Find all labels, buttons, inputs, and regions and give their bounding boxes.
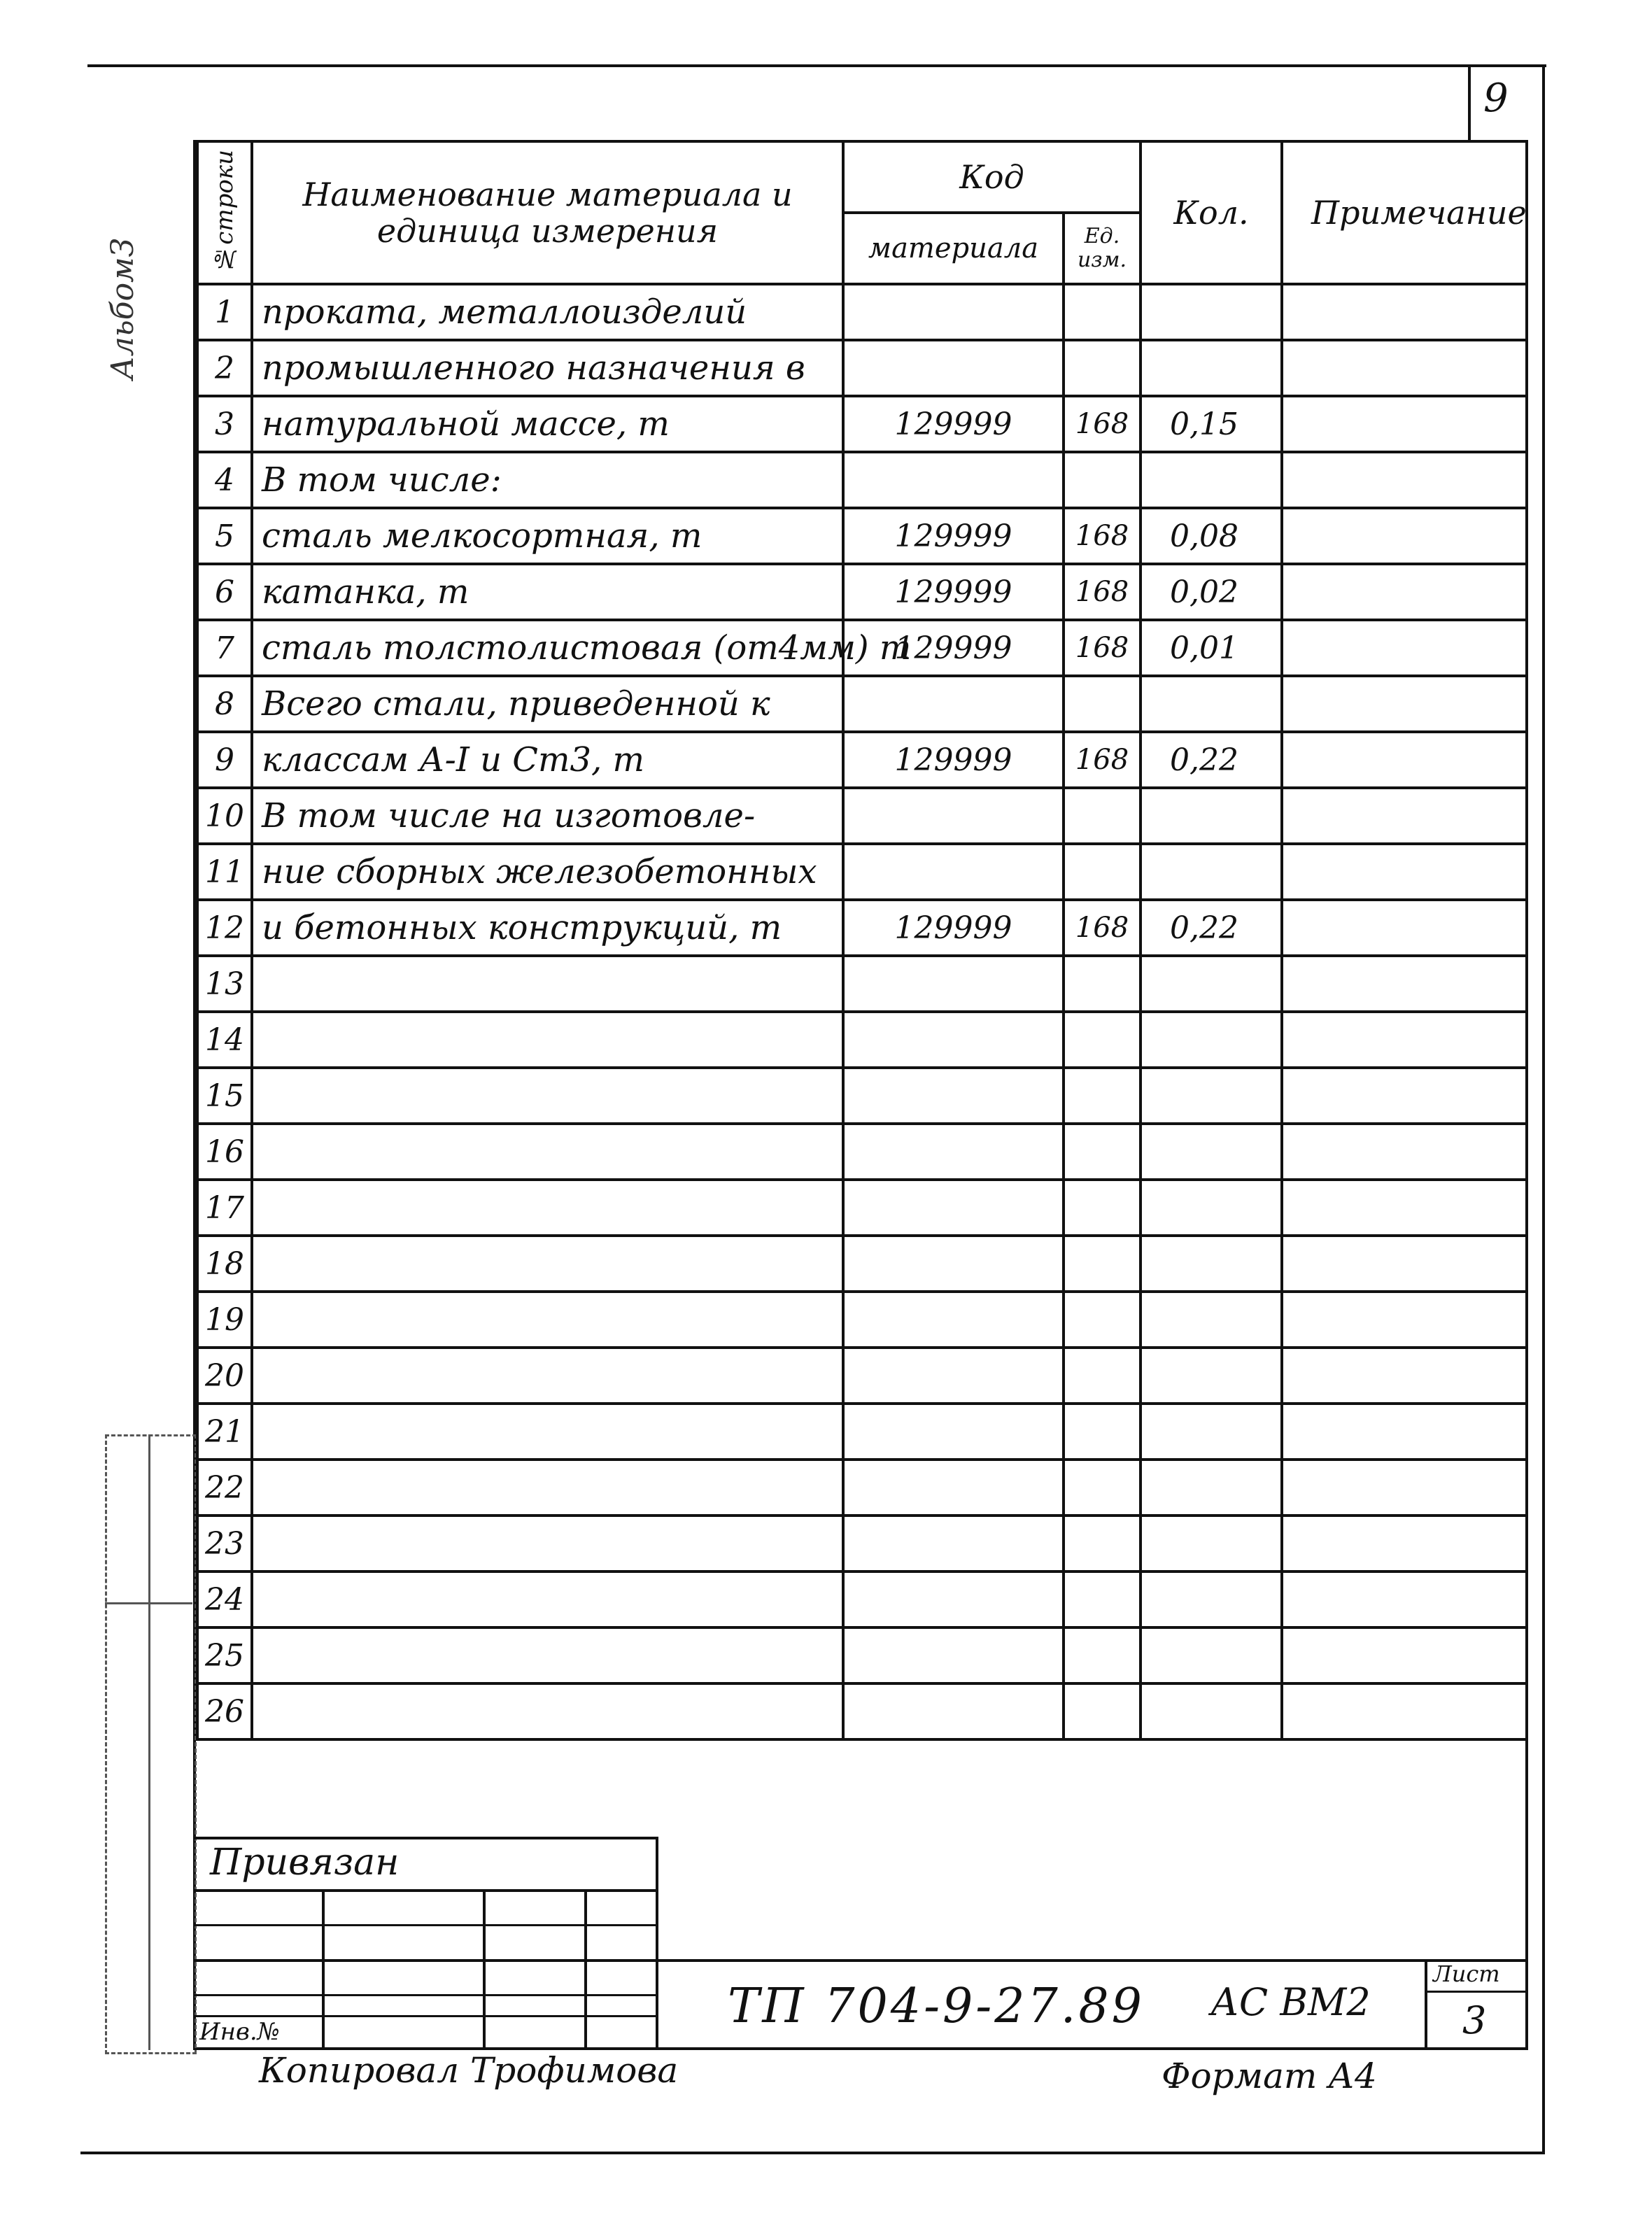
row-name (252, 1236, 843, 1292)
row-number: 14 (197, 1012, 252, 1068)
row-name (252, 1571, 843, 1627)
title-block-hline-1 (193, 1889, 658, 1892)
header-code-group-text: Код (959, 158, 1024, 196)
row-code (843, 1180, 1064, 1236)
row-name: Всего стали, приведенной к (252, 676, 843, 732)
table-row (197, 1236, 1527, 1292)
row-code (843, 788, 1064, 844)
row-number: 25 (197, 1627, 252, 1683)
bottom-rule (80, 2152, 1545, 2154)
row-note (1282, 340, 1527, 396)
row-note (1282, 676, 1527, 732)
table-row (197, 1180, 1527, 1236)
row-unit (1064, 1460, 1141, 1516)
row-number: 21 (197, 1404, 252, 1460)
row-code (843, 1627, 1064, 1683)
row-note (1282, 1460, 1527, 1516)
row-qty (1141, 1012, 1282, 1068)
row-note (1282, 1348, 1527, 1404)
copied-by: Копировал Трофимова (259, 2050, 679, 2091)
table-row (197, 1404, 1527, 1460)
row-qty (1141, 956, 1282, 1012)
row-code (843, 1348, 1064, 1404)
title-block-vline-1 (322, 1889, 325, 2050)
row-unit (1064, 1236, 1141, 1292)
row-qty: 0,01 (1141, 620, 1282, 676)
table-row (197, 956, 1527, 1012)
row-qty (1141, 1292, 1282, 1348)
row-unit (1064, 1516, 1141, 1571)
row-unit (1064, 1012, 1141, 1068)
row-note (1282, 452, 1527, 508)
row-number: 26 (197, 1683, 252, 1739)
row-number: 20 (197, 1348, 252, 1404)
row-name: промышленного назначения в (252, 340, 843, 396)
table-row (197, 508, 1527, 564)
row-number: 1 (197, 284, 252, 340)
row-name: проката, металлоизделий (252, 284, 843, 340)
header-name (252, 141, 843, 284)
row-name (252, 1012, 843, 1068)
row-unit: 168 (1064, 396, 1141, 452)
side-mark: АльбомЗ (105, 238, 141, 380)
row-code (843, 1292, 1064, 1348)
row-number: 24 (197, 1571, 252, 1627)
row-qty (1141, 1460, 1282, 1516)
header-note (1282, 141, 1527, 284)
row-number: 12 (197, 900, 252, 956)
row-number: 4 (197, 452, 252, 508)
header-code-group (843, 141, 1141, 213)
row-name (252, 1348, 843, 1404)
row-unit (1064, 1292, 1141, 1348)
row-note (1282, 1404, 1527, 1460)
row-note (1282, 788, 1527, 844)
title-block-hline-2 (193, 1924, 658, 1926)
row-unit (1064, 844, 1141, 900)
table-row (197, 340, 1527, 396)
row-note (1282, 844, 1527, 900)
header-qty-text: Кол. (1173, 194, 1249, 232)
row-note (1282, 1124, 1527, 1180)
bound-label: Привязан (210, 1842, 400, 1884)
header-code-material-text: материала (868, 232, 1039, 264)
row-number: 15 (197, 1068, 252, 1124)
row-note (1282, 1180, 1527, 1236)
row-unit (1064, 1627, 1141, 1683)
header-row-no (197, 141, 252, 284)
doc-code: ТП 704-9-27.89 (728, 1979, 1145, 2034)
row-name (252, 1180, 843, 1236)
table-row (197, 284, 1527, 340)
row-note (1282, 508, 1527, 564)
row-name: ние сборных железобетонных (252, 844, 843, 900)
row-note (1282, 1292, 1527, 1348)
table-row (197, 788, 1527, 844)
row-unit (1064, 284, 1141, 340)
row-qty: 0,22 (1141, 732, 1282, 788)
row-number: 23 (197, 1516, 252, 1571)
row-number: 17 (197, 1180, 252, 1236)
row-qty: 0,02 (1141, 564, 1282, 620)
table-row (197, 844, 1527, 900)
row-name: В том числе: (252, 452, 843, 508)
row-unit (1064, 1124, 1141, 1180)
row-number: 16 (197, 1124, 252, 1180)
sheet-value: 3 (1462, 1998, 1487, 2042)
row-qty (1141, 788, 1282, 844)
row-code: 129999 (843, 508, 1064, 564)
table-row (197, 900, 1527, 956)
table-row (197, 1516, 1527, 1571)
row-unit (1064, 1180, 1141, 1236)
title-block-top (193, 1837, 658, 1839)
row-qty (1141, 1124, 1282, 1180)
row-name (252, 1404, 843, 1460)
row-name (252, 956, 843, 1012)
sheet-cell-left (1425, 1959, 1427, 2050)
row-number: 10 (197, 788, 252, 844)
row-number: 6 (197, 564, 252, 620)
row-number: 3 (197, 396, 252, 452)
table-row (197, 1068, 1527, 1124)
row-code (843, 1571, 1064, 1627)
title-block-vline-3 (584, 1889, 587, 2050)
header-code-unit-text: Ед. изм. (1077, 224, 1127, 272)
right-rule (1542, 64, 1545, 2153)
row-name: натуральной массе, т (252, 396, 843, 452)
table-row (197, 620, 1527, 676)
row-name (252, 1627, 843, 1683)
row-name: сталь мелкосортная, т (252, 508, 843, 564)
row-qty (1141, 1516, 1282, 1571)
header-code-unit (1064, 213, 1141, 284)
row-qty: 0,15 (1141, 396, 1282, 452)
row-name (252, 1460, 843, 1516)
row-number: 11 (197, 844, 252, 900)
row-note (1282, 1571, 1527, 1627)
row-code (843, 340, 1064, 396)
row-code (843, 1460, 1064, 1516)
row-code: 129999 (843, 564, 1064, 620)
row-code (843, 1683, 1064, 1739)
row-name: В том числе на изготовле- (252, 788, 843, 844)
sheet-number: 9 (1483, 76, 1509, 121)
row-name (252, 1516, 843, 1571)
table-row (197, 452, 1527, 508)
sheet-label: Лист (1433, 1961, 1500, 1987)
title-block-hline-4 (193, 1994, 658, 1996)
sheet-box-left (1468, 64, 1471, 141)
row-name (252, 1292, 843, 1348)
table-row (197, 1348, 1527, 1404)
row-code (843, 1404, 1064, 1460)
row-qty (1141, 1404, 1282, 1460)
row-unit (1064, 788, 1141, 844)
row-unit: 168 (1064, 900, 1141, 956)
inv-no-label: Инв.№ (199, 2018, 280, 2046)
row-unit (1064, 676, 1141, 732)
header-note-text: Примечание (1311, 194, 1527, 232)
row-code (843, 1124, 1064, 1180)
table-row (197, 1292, 1527, 1348)
row-code (843, 1236, 1064, 1292)
row-code (843, 1068, 1064, 1124)
table-row (197, 1683, 1527, 1739)
row-unit (1064, 1571, 1141, 1627)
margin-stamp-divider-2 (105, 1602, 192, 1604)
row-name: классам А-I и Ст3, т (252, 732, 843, 788)
row-unit (1064, 1683, 1141, 1739)
row-name (252, 1124, 843, 1180)
row-note (1282, 956, 1527, 1012)
row-code (843, 676, 1064, 732)
row-qty: 0,22 (1141, 900, 1282, 956)
row-code: 129999 (843, 620, 1064, 676)
row-code (843, 452, 1064, 508)
row-unit: 168 (1064, 564, 1141, 620)
top-rule (87, 64, 1546, 67)
row-code (843, 284, 1064, 340)
row-code (843, 844, 1064, 900)
table-row (197, 1571, 1527, 1627)
format-label: Формат А4 (1162, 2056, 1377, 2096)
row-code (843, 1516, 1064, 1571)
row-qty (1141, 1180, 1282, 1236)
header-row-no-text: №строки (211, 150, 239, 273)
row-code: 129999 (843, 396, 1064, 452)
section-code: АС ВМ2 (1210, 1980, 1371, 2024)
title-block-top-right (656, 1837, 658, 2050)
row-code (843, 1012, 1064, 1068)
row-number: 19 (197, 1292, 252, 1348)
row-unit (1064, 1348, 1141, 1404)
row-unit (1064, 340, 1141, 396)
row-note (1282, 1236, 1527, 1292)
margin-stamp-divider-1 (148, 1434, 150, 2050)
row-qty (1141, 284, 1282, 340)
row-note (1282, 396, 1527, 452)
row-qty (1141, 1683, 1282, 1739)
row-qty (1141, 844, 1282, 900)
row-qty (1141, 1236, 1282, 1292)
row-note (1282, 732, 1527, 788)
row-qty (1141, 1571, 1282, 1627)
row-code: 129999 (843, 732, 1064, 788)
row-note (1282, 620, 1527, 676)
row-number: 2 (197, 340, 252, 396)
row-number: 7 (197, 620, 252, 676)
row-note (1282, 564, 1527, 620)
row-note (1282, 1516, 1527, 1571)
title-block-hline-3 (193, 1959, 1528, 1962)
header-name-text: Наименование материала и единица измерения (302, 176, 793, 250)
row-unit: 168 (1064, 620, 1141, 676)
row-name: катанка, т (252, 564, 843, 620)
row-unit (1064, 452, 1141, 508)
row-name (252, 1068, 843, 1124)
title-block-vline-2 (483, 1889, 486, 2050)
row-number: 13 (197, 956, 252, 1012)
row-number: 9 (197, 732, 252, 788)
table-row (197, 396, 1527, 452)
row-note (1282, 1683, 1527, 1739)
table-row (197, 1012, 1527, 1068)
row-note (1282, 900, 1527, 956)
header-qty (1141, 141, 1282, 284)
header-code-material (843, 213, 1064, 284)
table-body (197, 284, 1527, 1739)
margin-stamp-strip (105, 1434, 197, 2054)
row-unit: 168 (1064, 732, 1141, 788)
row-name: сталь толстолистовая (от4мм) т (252, 620, 843, 676)
row-name: и бетонных конструкций, т (252, 900, 843, 956)
row-code (843, 956, 1064, 1012)
row-qty: 0,08 (1141, 508, 1282, 564)
row-qty (1141, 340, 1282, 396)
row-qty (1141, 452, 1282, 508)
row-note (1282, 1627, 1527, 1683)
row-unit: 168 (1064, 508, 1141, 564)
row-number: 18 (197, 1236, 252, 1292)
table-row (197, 564, 1527, 620)
row-qty (1141, 1348, 1282, 1404)
row-unit (1064, 1404, 1141, 1460)
row-number: 8 (197, 676, 252, 732)
row-name (252, 1683, 843, 1739)
row-note (1282, 1012, 1527, 1068)
table-row (197, 732, 1527, 788)
table-row (197, 1124, 1527, 1180)
title-block-hline-5 (193, 2015, 658, 2017)
row-unit (1064, 956, 1141, 1012)
row-code: 129999 (843, 900, 1064, 956)
row-unit (1064, 1068, 1141, 1124)
row-qty (1141, 1627, 1282, 1683)
row-qty (1141, 676, 1282, 732)
row-number: 22 (197, 1460, 252, 1516)
row-note (1282, 1068, 1527, 1124)
table-row (197, 1460, 1527, 1516)
sheet-cell-divider (1425, 1991, 1528, 1993)
row-qty (1141, 1068, 1282, 1124)
row-note (1282, 284, 1527, 340)
table-row (197, 1627, 1527, 1683)
table-row (197, 676, 1527, 732)
row-number: 5 (197, 508, 252, 564)
materials-table (196, 140, 1528, 1741)
